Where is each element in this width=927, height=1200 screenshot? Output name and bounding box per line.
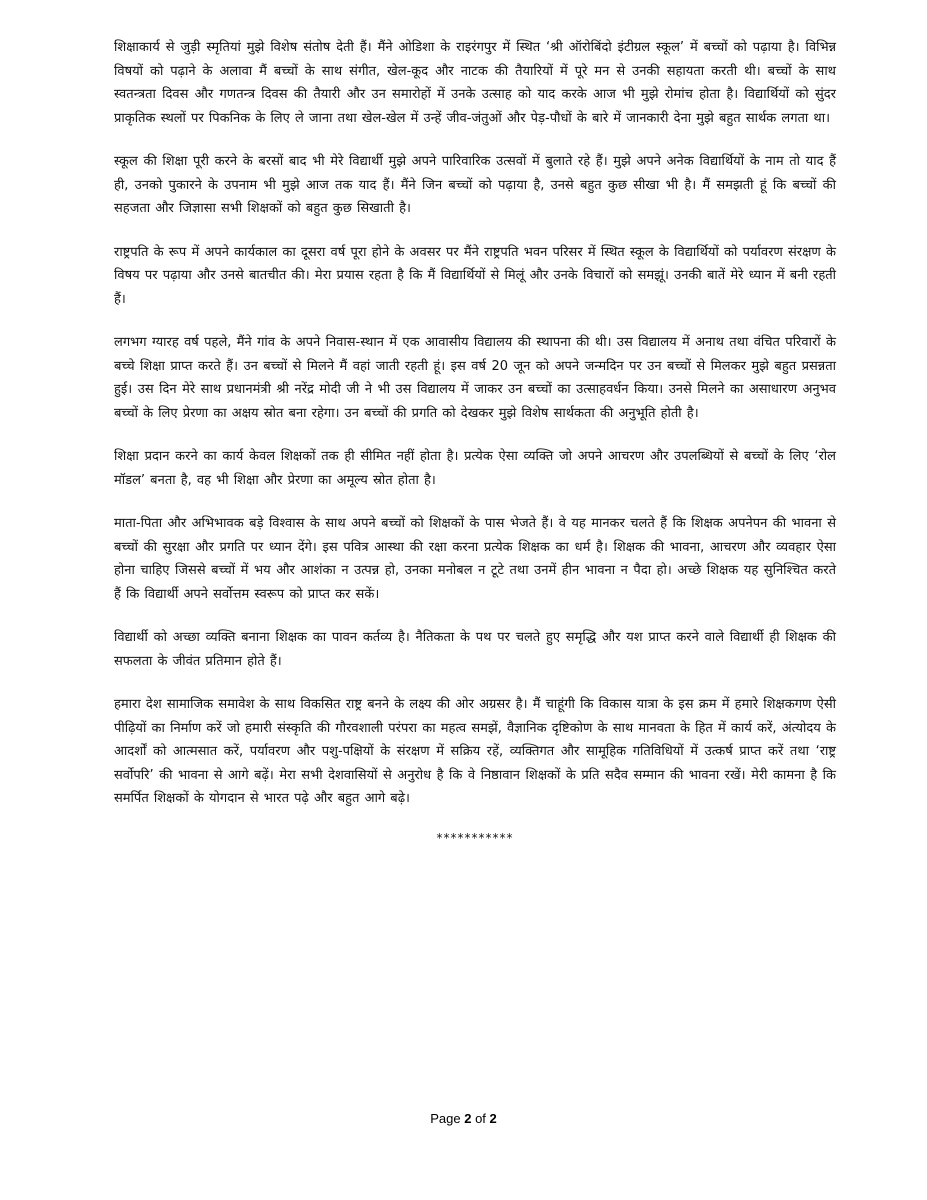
paragraph-6: माता-पिता और अभिभावक बड़े विश्वास के साथ अपने बच्चों को शिक्षकों के पास भेजते हैं। वे यह मानकर चलते हैं कि शिक्षक अपनेपन की भावना से बच्चों की सुरक्षा और प्रगति पर ध्यान देंगे। इस पवित्र आस्था की रक्षा करना प्रत्येक शिक्षक का धर्म है। शिक्षक की भावना, आचरण और व्यवहार ऐसा होना चाहिए जिससे बच्चों में भय और आशंका न उत्पन्न हो, उनका मनोबल न टूटे तथा उनमें हीन भावना न पैदा हो। अच्छे शिक्षक यह सुनिश्चित करते हैं कि विद्यार्थी अपने सर्वोत्तम स्वरूप को प्राप्त कर सकें। [114, 516, 836, 602]
paragraph-2: स्कूल की शिक्षा पूरी करने के बरसों बाद भी मेरे विद्यार्थी मुझे अपने पारिवारिक उत्सवों में बुलाते रहे हैं। मुझे अपने अनेक विद्यार्थियों के नाम तो याद हैं ही, उनको पुकारने के उपनाम भी मुझे आज तक याद हैं। मैंने जिन बच्चों को पढ़ाया है, उनसे बहुत कुछ सीखा भी है। मैं समझती हूं कि बच्चों की सहजता और जिज्ञासा सभी शिक्षकों को बहुत कुछ सिखाती है। [114, 154, 836, 216]
paragraph-4: लगभग ग्यारह वर्ष पहले, मैंने गांव के अपने निवास-स्थान में एक आवासीय विद्यालय की स्थापना की थी। उस विद्यालय में अनाथ तथा वंचित परिवारों के बच्चे शिक्षा प्राप्त करते हैं। उन बच्चों से मिलने मैं वहां जाती रहती हूं। इस वर्ष 20 जून को अपने जन्मदिन पर उन बच्चों से मिलकर मुझे बहुत प्रसन्नता हुई। उस दिन मेरे साथ प्रधानमंत्री श्री नरेंद्र मोदी जी ने भी उस विद्यालय में जाकर उन बच्चों का उत्साहवर्धन किया। उनसे मिलने का असाधारण अनुभव बच्चों के लिए प्रेरणा का अक्षय स्रोत बना रहेगा। उन बच्चों की प्रगति को देखकर मुझे विशेष सार्थकता की अनुभूति होती है। [114, 335, 836, 421]
document-body [114, 36, 836, 845]
paragraph-1: शिक्षाकार्य से जुड़ी स्मृतियां मुझे विशेष संतोष देती हैं। मैंने ओडिशा के राइरंगपुर में स्थित ‘श्री ऑरोबिंदो इंटीग्रल स्कूल’ में बच्चों को पढ़ाया है। विभिन्न विषयों को पढ़ाने के अलावा मैं बच्चों के साथ संगीत, खेल-कूद और नाटक की तैयारियों में पूरे मन से उनकी सहायता करती थी। बच्चों के साथ स्वतन्त्रता दिवस और गणतन्त्र दिवस की तैयारी और उन समारोहों में उनके उत्साह को याद करके आज भी मुझे रोमांच होता है। विद्यार्थियों को सुंदर प्राकृतिक स्थलों पर पिकनिक के लिए ले जाना तथा खेल-खेल में उन्हें जीव-जंतुओं और पेड़-पौधों के बारे में जानकारी देना मुझे बहुत सार्थक लगता था। [114, 40, 836, 126]
footer-prefix: Page [430, 1111, 465, 1126]
footer-middle: of [471, 1111, 490, 1126]
footer-total-pages: 2 [489, 1111, 497, 1126]
paragraph-3: राष्ट्रपति के रूप में अपने कार्यकाल का दूसरा वर्ष पूरा होने के अवसर पर मैंने राष्ट्रपति भवन परिसर में स्थित स्कूल के विद्यार्थियों को पर्यावरण संरक्षण के विषय पर पढ़ाया और उनसे बातचीत की। मेरा प्रयास रहता है कि मैं विद्यार्थियों से मिलूं और उनके विचारों को समझूं। उनकी बातें मेरे ध्यान में बनी रहती हैं। [114, 244, 836, 307]
page-number-footer [0, 1111, 927, 1126]
paragraph-5: शिक्षा प्रदान करने का कार्य केवल शिक्षकों तक ही सीमित नहीं होता है। प्रत्येक ऐसा व्यक्ति जो अपने आचरण और उपलब्धियों से बच्चों के लिए ‘रोल मॉडल’ बनता है, वह भी शिक्षा और प्रेरणा का अमूल्य स्रोत होता है। [114, 449, 836, 488]
footer-current-page: 2 [464, 1111, 472, 1126]
paragraph-8: हमारा देश सामाजिक समावेश के साथ विकसित राष्ट्र बनने के लक्ष्य की ओर अग्रसर है। मैं चाहूंगी कि विकास यात्रा के इस क्रम में हमारे शिक्षकगण ऐसी पीढ़ियों का निर्माण करें जो हमारी संस्कृति की गौरवशाली परंपरा का महत्व समझें, वैज्ञानिक दृष्टिकोण के साथ मानवता के हित में कार्य करें, अंत्योदय के आदर्शों को आत्मसात करें, पर्यावरण और पशु-पक्षियों के संरक्षण में सक्रिय रहें, व्यक्तिगत और सामूहिक गतिविधियों में उत्कर्ष प्राप्त करें तथा ‘राष्ट्र सर्वोपरि’ की भावना से आगे बढ़ें। मेरा सभी देशवासियों से अनुरोध है कि वे निष्ठावान शिक्षकों के प्रति सदैव सम्मान की भावना रखें। मेरी कामना है कि समर्पित शिक्षकों के योगदान से भारत पढ़े और बहुत आगे बढ़े। [114, 697, 836, 806]
paragraph-7: विद्यार्थी को अच्छा व्यक्ति बनाना शिक्षक का पावन कर्तव्य है। नैतिकता के पथ पर चलते हुए समृद्धि और यश प्राप्त करने वाले विद्यार्थी ही शिक्षक की सफलता के जीवंत प्रतिमान होते हैं। [114, 630, 836, 669]
end-separator: *********** [436, 830, 514, 845]
